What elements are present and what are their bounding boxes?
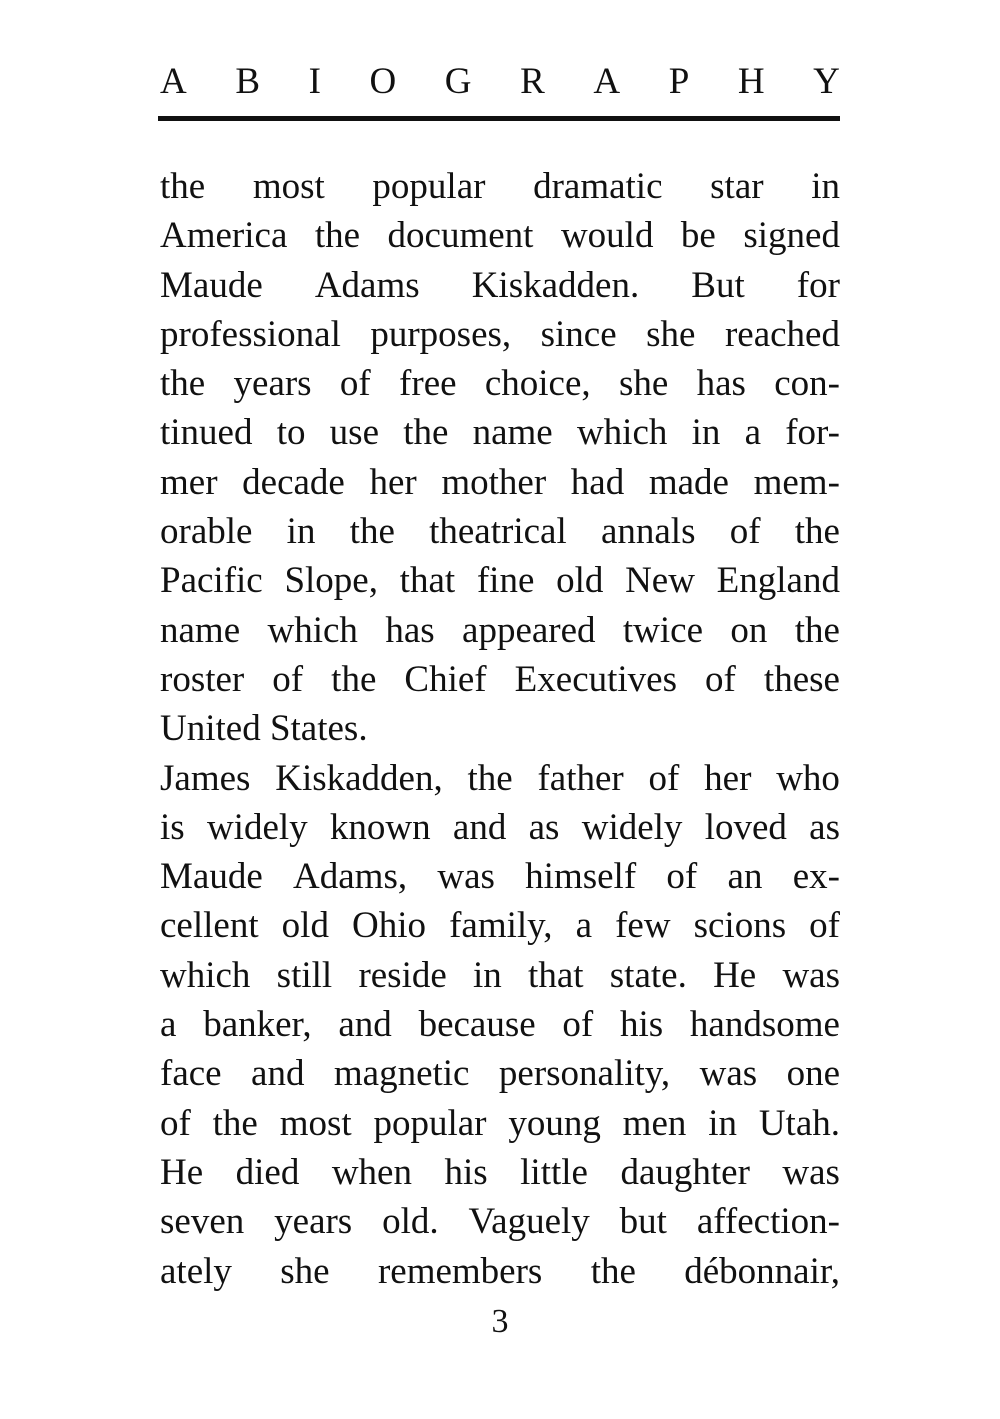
word: who — [776, 757, 840, 799]
running-head-letter: R — [520, 61, 545, 102]
word: and — [338, 1004, 392, 1046]
word: handsome — [689, 1004, 840, 1046]
word: United States. — [160, 708, 368, 750]
word: popular — [372, 166, 486, 207]
word: purposes, — [370, 313, 512, 355]
word: the — [212, 1102, 258, 1144]
text-line — [160, 852, 840, 901]
running-head-letter: Y — [813, 61, 840, 102]
text-line — [160, 310, 840, 359]
word: Kiskadden, — [275, 757, 443, 799]
word: of — [666, 856, 698, 898]
word: James — [160, 757, 251, 799]
word: decade — [242, 461, 345, 503]
word: his — [619, 1004, 664, 1046]
word: since — [540, 313, 617, 355]
text-line — [160, 606, 840, 655]
word: reside — [358, 954, 447, 996]
body-text — [160, 162, 840, 1296]
word: daughter — [620, 1151, 750, 1193]
word: most — [279, 1102, 352, 1144]
word: affection- — [696, 1201, 840, 1243]
word: popular — [373, 1102, 487, 1144]
running-head-letter: G — [444, 61, 472, 102]
running-head-letter: O — [369, 61, 397, 102]
word: known — [329, 806, 431, 848]
word: of — [562, 1004, 594, 1046]
word: tinued — [160, 412, 253, 454]
word: and — [452, 806, 507, 848]
word: Slope, — [284, 560, 378, 602]
word: of — [705, 658, 736, 700]
word: the — [160, 363, 206, 405]
text-line — [160, 1000, 840, 1049]
word: cellent — [160, 905, 259, 947]
word: of — [272, 658, 304, 700]
word: his — [444, 1151, 488, 1193]
word: dramatic — [533, 166, 663, 207]
word: an — [727, 856, 763, 898]
text-line — [160, 507, 840, 556]
word: to — [276, 412, 306, 454]
word: in — [473, 954, 502, 996]
running-head-letter: I — [308, 61, 321, 102]
text-line — [160, 1148, 840, 1197]
word: on — [730, 609, 768, 651]
word: widely — [206, 806, 308, 848]
text-line — [160, 359, 840, 408]
word: her — [369, 461, 417, 503]
word: Adams, — [293, 856, 408, 898]
word: was — [699, 1053, 758, 1095]
text-line — [160, 458, 840, 507]
word: use — [329, 412, 379, 454]
running-head — [160, 62, 840, 102]
word: few — [615, 905, 671, 947]
word: England — [716, 560, 840, 602]
running-head-letter: A — [160, 61, 187, 102]
word: and — [251, 1053, 305, 1095]
word: most — [252, 166, 325, 207]
word: orable — [160, 511, 253, 553]
text-line — [160, 704, 840, 753]
text-line — [160, 901, 840, 950]
word: Maude — [160, 264, 263, 306]
text-line — [160, 162, 840, 211]
word: when — [331, 1151, 412, 1193]
running-head-letter: P — [668, 61, 690, 102]
word: theatrical — [429, 511, 567, 553]
word: for- — [785, 412, 840, 454]
word: signed — [743, 215, 840, 257]
word: be — [680, 215, 716, 257]
word: old. — [382, 1201, 439, 1243]
word: as — [528, 806, 560, 848]
word: professional — [160, 313, 341, 355]
word: twice — [622, 609, 704, 651]
running-head-letter: A — [593, 61, 621, 102]
word: choice, — [484, 363, 591, 405]
word: because — [418, 1004, 536, 1046]
word: Vaguely — [468, 1201, 590, 1243]
word: name — [472, 412, 553, 454]
word: of — [648, 757, 680, 799]
word: which — [160, 954, 251, 996]
word: Kiskadden. — [471, 264, 640, 306]
text-line — [160, 556, 840, 605]
word: was — [437, 856, 495, 898]
word: old — [556, 560, 604, 602]
word: father — [537, 757, 624, 799]
word: one — [786, 1053, 840, 1095]
word: of — [160, 1102, 191, 1144]
text-line — [160, 951, 840, 1000]
word: a — [744, 412, 761, 454]
word: ately — [160, 1250, 232, 1292]
word: the — [590, 1250, 636, 1292]
word: in — [691, 412, 721, 454]
word: roster — [160, 658, 245, 700]
word: old — [281, 905, 329, 947]
word: that — [528, 954, 584, 996]
word: for — [796, 264, 840, 306]
word: New — [625, 560, 695, 602]
word: Adams — [314, 264, 420, 306]
text-line — [160, 655, 840, 704]
running-head-letter: B — [235, 61, 260, 102]
word: remembers — [377, 1250, 543, 1292]
word: years — [274, 1201, 353, 1243]
word: died — [235, 1151, 300, 1193]
word: still — [276, 954, 333, 996]
word: annals — [600, 511, 696, 553]
running-head-letter: H — [737, 61, 765, 102]
word: seven — [160, 1201, 245, 1243]
word: she — [618, 363, 669, 405]
page-number: 3 — [491, 1303, 509, 1340]
text-line — [160, 1247, 840, 1296]
word: in — [708, 1102, 737, 1144]
word: young — [508, 1102, 601, 1144]
word: ex- — [792, 856, 840, 898]
word: Utah. — [758, 1102, 840, 1144]
word: widely — [581, 806, 683, 848]
word: Executives — [514, 658, 677, 700]
text-line — [160, 211, 840, 260]
word: little — [520, 1151, 588, 1193]
word: fine — [476, 560, 535, 602]
word: made — [648, 461, 729, 503]
word: in — [811, 166, 840, 207]
word: the — [314, 215, 361, 257]
word: had — [570, 461, 625, 503]
word: of — [729, 511, 761, 553]
word: himself — [525, 856, 637, 898]
word: the — [794, 609, 840, 651]
word: state. — [609, 954, 687, 996]
word: the — [349, 511, 395, 553]
word: appeared — [462, 609, 596, 651]
word: she — [280, 1250, 330, 1292]
word: loved — [704, 806, 787, 848]
word: He — [160, 1151, 204, 1193]
word: was — [782, 954, 840, 996]
word: mem- — [753, 461, 840, 503]
word: But — [691, 264, 745, 306]
word: free — [399, 363, 457, 405]
word: has — [385, 609, 435, 651]
word: banker, — [203, 1004, 312, 1046]
word: débonnair, — [684, 1250, 840, 1292]
word: which — [267, 609, 358, 651]
word: scions — [693, 905, 787, 947]
text-line — [160, 1099, 840, 1148]
text-line — [160, 1049, 840, 1098]
word: which — [576, 412, 668, 454]
text-line — [160, 1197, 840, 1246]
word: personality, — [498, 1053, 671, 1095]
word: America — [160, 215, 288, 257]
word: these — [763, 658, 840, 700]
word: that — [399, 560, 456, 602]
word: the — [331, 658, 377, 700]
word: family, — [449, 905, 553, 947]
word: a — [160, 1004, 177, 1046]
word: has — [696, 363, 746, 405]
word: years — [233, 363, 312, 405]
word: con- — [774, 363, 840, 405]
word: mother — [441, 461, 547, 503]
word: her — [704, 757, 752, 799]
word: Chief — [404, 658, 487, 700]
word: she — [646, 313, 696, 355]
word: Ohio — [352, 905, 427, 947]
text-line — [160, 803, 840, 852]
word: document — [387, 215, 534, 257]
word: of — [339, 363, 371, 405]
word: Pacific — [160, 560, 263, 602]
word: He — [713, 954, 757, 996]
word: star — [710, 166, 764, 207]
word: men — [622, 1102, 687, 1144]
word: magnetic — [333, 1053, 470, 1095]
word: of — [809, 905, 840, 947]
word: would — [560, 215, 654, 257]
word: in — [286, 511, 316, 553]
word: Maude — [160, 856, 263, 898]
word: but — [619, 1201, 667, 1243]
header-rule — [158, 116, 840, 121]
text-line — [160, 754, 840, 803]
word: as — [809, 806, 840, 848]
word: is — [160, 806, 185, 848]
word: mer — [160, 461, 218, 503]
word: the — [403, 412, 449, 454]
word: face — [160, 1053, 222, 1095]
word: reached — [724, 313, 840, 355]
text-line — [160, 408, 840, 457]
word: the — [160, 166, 206, 207]
word: the — [467, 757, 513, 799]
word: the — [794, 511, 840, 553]
text-line — [160, 261, 840, 310]
word: was — [782, 1151, 840, 1193]
word: name — [160, 609, 241, 651]
word: a — [575, 905, 593, 947]
